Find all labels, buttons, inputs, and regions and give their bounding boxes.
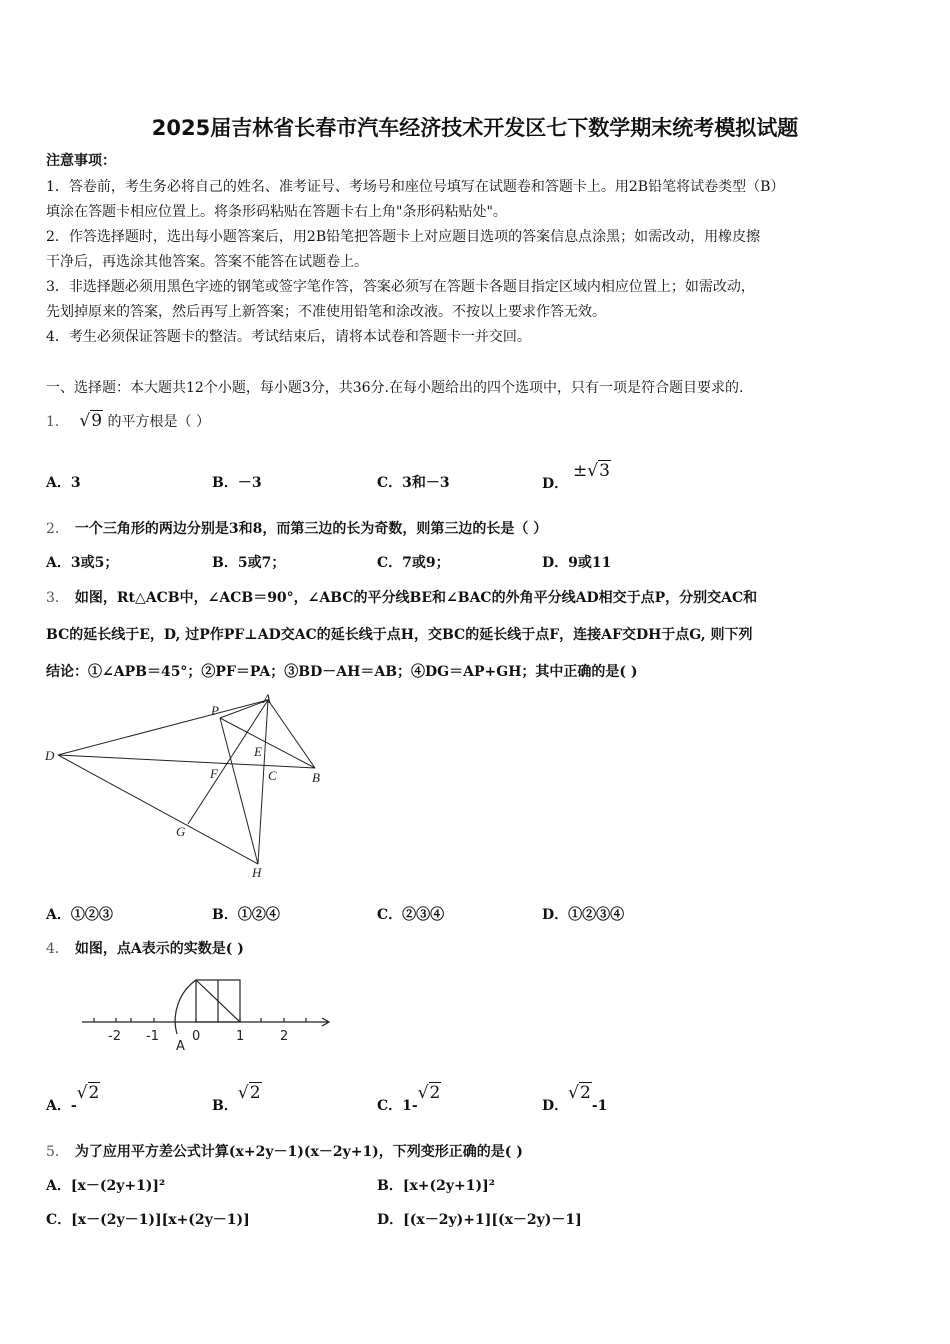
option-a[interactable]: A．[x－(2y+1)]²: [46, 1178, 166, 1194]
option-b[interactable]: B．－3: [212, 475, 262, 491]
notice-line: 先划掉原来的答案，然后再写上新答案；不准使用铅笔和涂改液。不按以上要求作答无效。: [46, 304, 606, 320]
notice-heading: 注意事项：: [46, 153, 116, 169]
sqrt-expression: √9: [79, 411, 103, 431]
option-a[interactable]: A．-√2: [46, 1083, 100, 1114]
point-label-B: B: [312, 770, 320, 785]
option-a[interactable]: A．①②③: [46, 907, 113, 923]
point-label-E: E: [254, 744, 262, 759]
page-title: 2025届吉林省长春市汽车经济技术开发区七下数学期末统考模拟试题: [151, 116, 799, 140]
question-1: [46, 412, 210, 431]
question-2: 2． 一个三角形的两边分别是3和8，而第三边的长为奇数，则第三边的长是（ ）: [46, 521, 548, 537]
option-d[interactable]: D．①②③④: [542, 907, 625, 923]
option-c[interactable]: C．3和－3: [377, 475, 450, 491]
question-3-line2: BC的延长线于E，D, 过P作PF⊥AD交AC的延长线于点H，交BC的延长线于点F，连接AF交DH于点G, 则下列: [46, 627, 753, 643]
option-c[interactable]: C．1-√2: [377, 1083, 441, 1114]
option-d[interactable]: D．[(x－2y)+1][(x－2y)－1]: [377, 1212, 582, 1228]
point-label-H: H: [252, 865, 262, 880]
notice-line: 1．答卷前，考生务必将自己的姓名、准考证号、考场号和座位号填写在试题卷和答题卡上。用2B铅笔将试卷类型（B）: [46, 179, 785, 195]
notice-line: 3．非选择题必须用黑色字迹的钢笔或签字笔作答，答案必须写在答题卡各题目指定区域内相应位置上；如需改动，: [46, 279, 755, 295]
option-c[interactable]: C．[x－(2y－1)][x+(2y－1)]: [46, 1212, 250, 1228]
question-number: 1．: [46, 414, 69, 430]
question-5: 5． 为了应用平方差公式计算(x+2y－1)(x－2y+1)，下列变形正确的是( ): [46, 1144, 523, 1160]
option-a[interactable]: A．3或5；: [46, 555, 119, 571]
notice-line: 4．考生必须保证答题卡的整洁。考试结束后，请将本试卷和答题卡一并交回。: [46, 329, 531, 345]
point-label-F: F: [210, 766, 218, 781]
tick-label: 0: [192, 1029, 201, 1044]
option-d[interactable]: D．9或11: [542, 555, 612, 571]
question-3: 3． 如图，Rt△ACB中，∠ACB＝90°，∠ABC的平分线BE和∠BAC的外角平分线AD相交于点P，分别交AC和: [46, 590, 758, 606]
question-4: 4． 如图，点A表示的实数是( ): [46, 941, 244, 957]
point-label-D: D: [45, 748, 55, 763]
question-text: 的平方根是（ ）: [107, 414, 210, 430]
tick-label: -2: [108, 1029, 121, 1044]
option-c[interactable]: C．②③④: [377, 907, 445, 923]
option-b[interactable]: B．①②④: [212, 907, 280, 923]
option-c[interactable]: C．7或9；: [377, 555, 450, 571]
point-label-A: A: [176, 1039, 185, 1054]
notice-line: 干净后，再选涂其他答案。答案不能答在试题卷上。: [46, 254, 368, 270]
point-label-G: G: [176, 824, 186, 839]
point-label-A: A: [263, 691, 271, 706]
geometry-figure: [40, 688, 340, 888]
option-d[interactable]: D． ±√3: [542, 461, 610, 492]
point-label-C: C: [268, 768, 277, 783]
point-label-P: P: [211, 703, 219, 718]
notice-line: 填涂在答题卡相应位置上。将条形码粘贴在答题卡右上角"条形码粘贴处"。: [46, 204, 507, 220]
notice-line: 2．作答选择题时，选出每小题答案后，用2B铅笔把答题卡上对应题目选项的答案信息点涂黑；如需改动，用橡皮擦: [46, 229, 761, 245]
tick-label: 2: [280, 1029, 289, 1044]
question-3-line3: 结论：①∠APB＝45°；②PF＝PA；③BD－AH＝AB；④DG＝AP+GH；其中正确的是( ): [46, 664, 638, 680]
option-b[interactable]: B．√2: [212, 1083, 261, 1114]
number-line-figure: [76, 972, 346, 1054]
tick-label: 1: [236, 1029, 245, 1044]
option-a[interactable]: A．3: [46, 475, 81, 491]
option-d[interactable]: D．√2-1: [542, 1083, 608, 1114]
option-b[interactable]: B．[x+(2y+1)]²: [377, 1178, 495, 1194]
option-b[interactable]: B．5或7；: [212, 555, 286, 571]
tick-label: -1: [146, 1029, 159, 1044]
section-heading: 一、选择题：本大题共12个小题，每小题3分，共36分.在每小题给出的四个选项中，只有一项是符合题目要求的.: [46, 380, 744, 396]
